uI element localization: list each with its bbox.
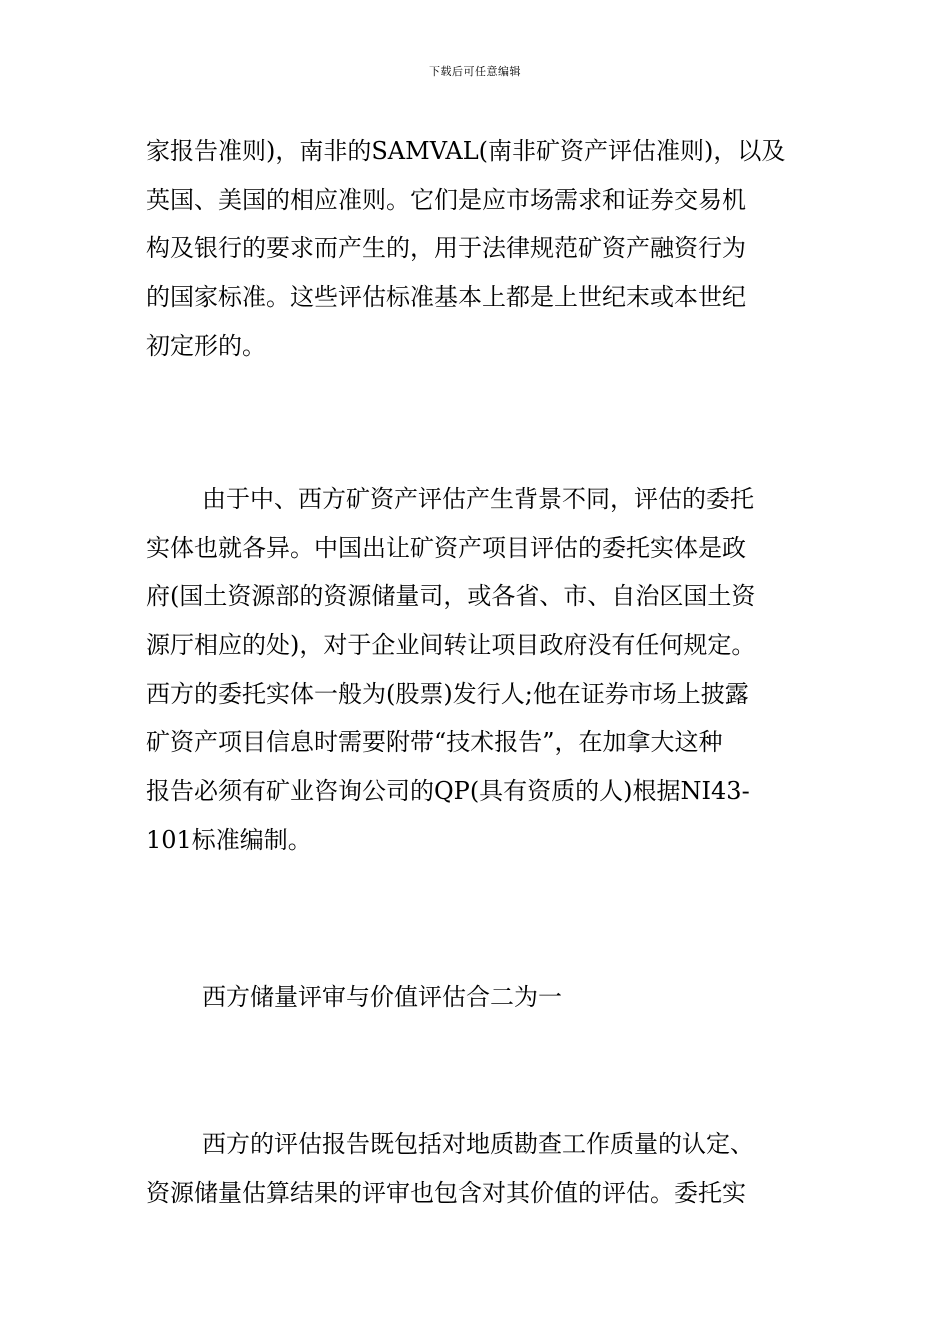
text-line: 府(国土资源部的资源储量司，或各省、市、自治区国土资 xyxy=(146,582,756,611)
text-line: 初定形的。 xyxy=(146,331,266,360)
text-line: 英国、美国的相应准则。它们是应市场需求和证券交易机 xyxy=(146,185,746,214)
text-line: 源厅相应的处)，对于企业间转让项目政府没有任何规定。 xyxy=(146,631,756,660)
heading-text: 西方储量评审与价值评估合二为一 xyxy=(202,983,562,1011)
paragraph-entrusting-entity xyxy=(146,475,810,865)
text-line: 的国家标准。这些评估标准基本上都是上世纪末或本世纪 xyxy=(146,283,746,312)
text-line: 由于中、西方矿资产评估产生背景不同，评估的委托 xyxy=(202,485,754,513)
text-line: 构及银行的要求而产生的，用于法律规范矿资产融资行为 xyxy=(146,234,746,263)
text-line: 家报告准则)，南非的SAMVAL(南非矿资产评估准则)，以及 xyxy=(146,137,786,165)
text-line: 矿资产项目信息时需要附带“技术报告”，在加拿大这种 xyxy=(146,728,723,757)
text-line: 报告必须有矿业咨询公司的QP(具有资质的人)根据NI43- xyxy=(146,777,750,806)
paragraph-standards xyxy=(146,127,810,370)
text-line: 资源储量估算结果的评审也包含对其价值的评估。委托实 xyxy=(146,1178,746,1207)
text-line: 101标准编制。 xyxy=(146,825,312,854)
page-header: 下载后可任意编辑 xyxy=(429,65,521,78)
text-line: 西方的评估报告既包括对地质勘查工作质量的认定、 xyxy=(202,1130,754,1158)
text-line: 实体也就各异。中国出让矿资产项目评估的委托实体是政 xyxy=(146,533,746,562)
section-heading xyxy=(146,973,810,1022)
text-line: 西方的委托实体一般为(股票)发行人;他在证券市场上披露 xyxy=(146,679,749,708)
paragraph-western-report xyxy=(146,1120,810,1217)
